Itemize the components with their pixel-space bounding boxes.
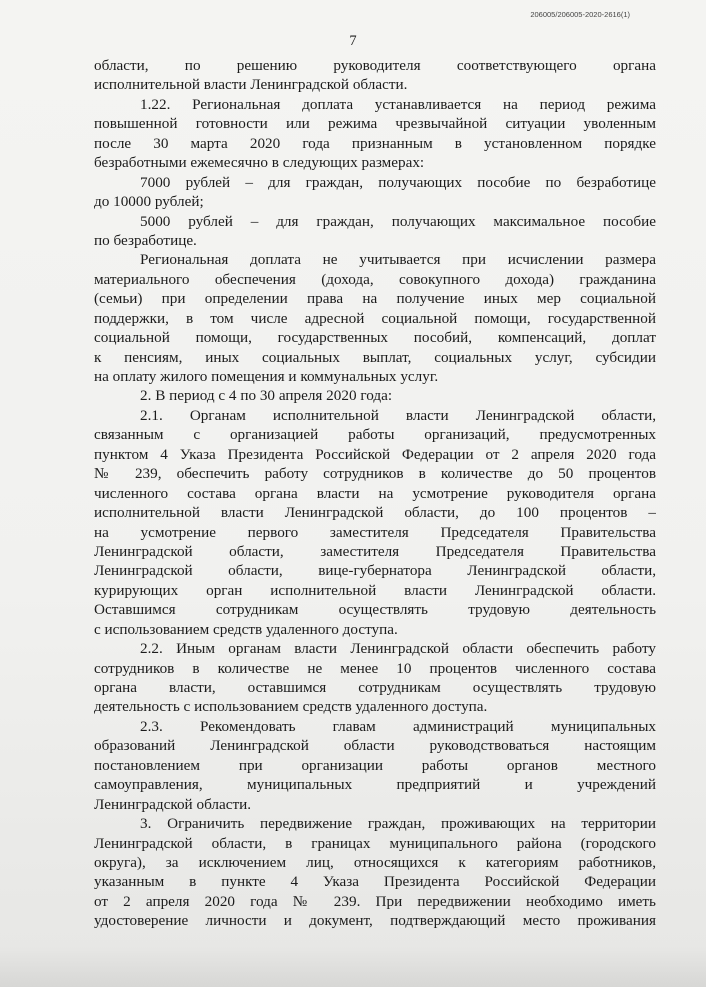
text-line: Ленинградской области, в границах муниципального района (городского: [94, 834, 656, 852]
text-line: исполнительной власти Ленинградской области, до 100 процентов –: [94, 504, 656, 522]
text-line: постановлением при организации работы органов местного: [94, 756, 656, 774]
page-number: 7: [349, 33, 357, 49]
text-line: 5000 рублей – для граждан, получающих максимальное пособие: [140, 212, 656, 230]
text-line: самоуправления, муниципальных предприятий и учреждений: [94, 776, 656, 794]
text-line: исполнительной власти Ленинградской области.: [94, 76, 408, 94]
text-line: курирующих орган исполнительной власти Ленинградской области.: [94, 581, 656, 599]
text-line: по безработице.: [94, 231, 197, 249]
text-line: Ленинградской области, вице-губернатора Ленинградской области,: [94, 562, 656, 580]
document-id: 206005/206005-2020-2616(1): [530, 10, 630, 19]
text-line: Региональная доплата не учитывается при исчислении размера: [140, 251, 656, 269]
text-line: указанным в пункте 4 Указа Президента Российской Федерации: [94, 873, 656, 891]
text-line: связанным с организацией работы организаций, предусмотренных: [94, 426, 656, 444]
text-line: 3. Ограничить передвижение граждан, проживающих на территории: [140, 815, 656, 833]
text-line: 2. В период с 4 по 30 апреля 2020 года:: [140, 387, 393, 405]
text-line: Ленинградской области, заместителя Председателя Правительства: [94, 542, 656, 560]
text-line: с использованием средств удаленного доступа.: [94, 620, 398, 638]
document-body: [94, 56, 656, 931]
text-line: Ленинградской области.: [94, 795, 252, 813]
text-line: 2.2. Иным органам власти Ленинградской области обеспечить работу: [140, 640, 656, 658]
text-line: численного состава органа власти на усмотрение руководителя органа: [94, 484, 656, 502]
text-line: 7000 рублей – для граждан, получающих пособие по безработице: [140, 173, 656, 191]
text-line: 1.22. Региональная доплата устанавливается на период режима: [140, 95, 656, 113]
text-line: пунктом 4 Указа Президента Российской Федерации от 2 апреля 2020 года: [94, 445, 656, 463]
text-line: 2.1. Органам исполнительной власти Ленинградской области,: [140, 406, 656, 424]
text-line: социальной помощи, государственных пособий, компенсаций, доплат: [94, 329, 656, 347]
text-line: органа власти, оставшимся сотрудникам осуществлять трудовую: [94, 679, 656, 696]
text-line: деятельность с использованием средств удаленного доступа.: [94, 698, 488, 716]
text-line: области, по решению руководителя соответствующего органа: [94, 57, 656, 74]
text-line: на усмотрение первого заместителя Председателя Правительства: [94, 523, 656, 541]
text-line: материального обеспечения (дохода, совокупного дохода) гражданина: [94, 270, 656, 288]
text-line: сотрудников в количестве не менее 10 процентов численного состава: [94, 659, 656, 677]
paper-shadow: [0, 947, 706, 987]
text-line: поддержки, в том числе адресной социальной помощи, государственной: [94, 309, 656, 327]
text-line: безработными ежемесячно в следующих размерах:: [94, 154, 425, 172]
text-line: № 239, обеспечить работу сотрудников в количестве до 50 процентов: [94, 465, 656, 483]
text-line: 2.3. Рекомендовать главам администраций муниципальных: [140, 717, 656, 735]
text-line: повышенной готовности или режима чрезвычайной ситуации уволенным: [94, 115, 656, 133]
text-line: Оставшимся сотрудникам осуществлять трудовую деятельность: [94, 601, 656, 619]
text-line: (семьи) при определении права на получение иных мер социальной: [94, 290, 656, 308]
text-line: к пенсиям, иных социальных выплат, социальных услуг, субсидии: [94, 348, 656, 366]
text-line: округа), за исключением лиц, относящихся к категориям работников,: [94, 853, 656, 871]
text-line: на оплату жилого помещения и коммунальных услуг.: [94, 368, 439, 385]
text-line: удостоверение личности и документ, подтверждающий место проживания: [94, 912, 656, 930]
text-line: от 2 апреля 2020 года № 239. При передвижении необходимо иметь: [94, 892, 656, 910]
text-line: до 10000 рублей;: [94, 193, 204, 211]
text-line: после 30 марта 2020 года признанным в установленном порядке: [94, 134, 656, 152]
text-line: образований Ленинградской области руководствоваться настоящим: [94, 737, 656, 755]
